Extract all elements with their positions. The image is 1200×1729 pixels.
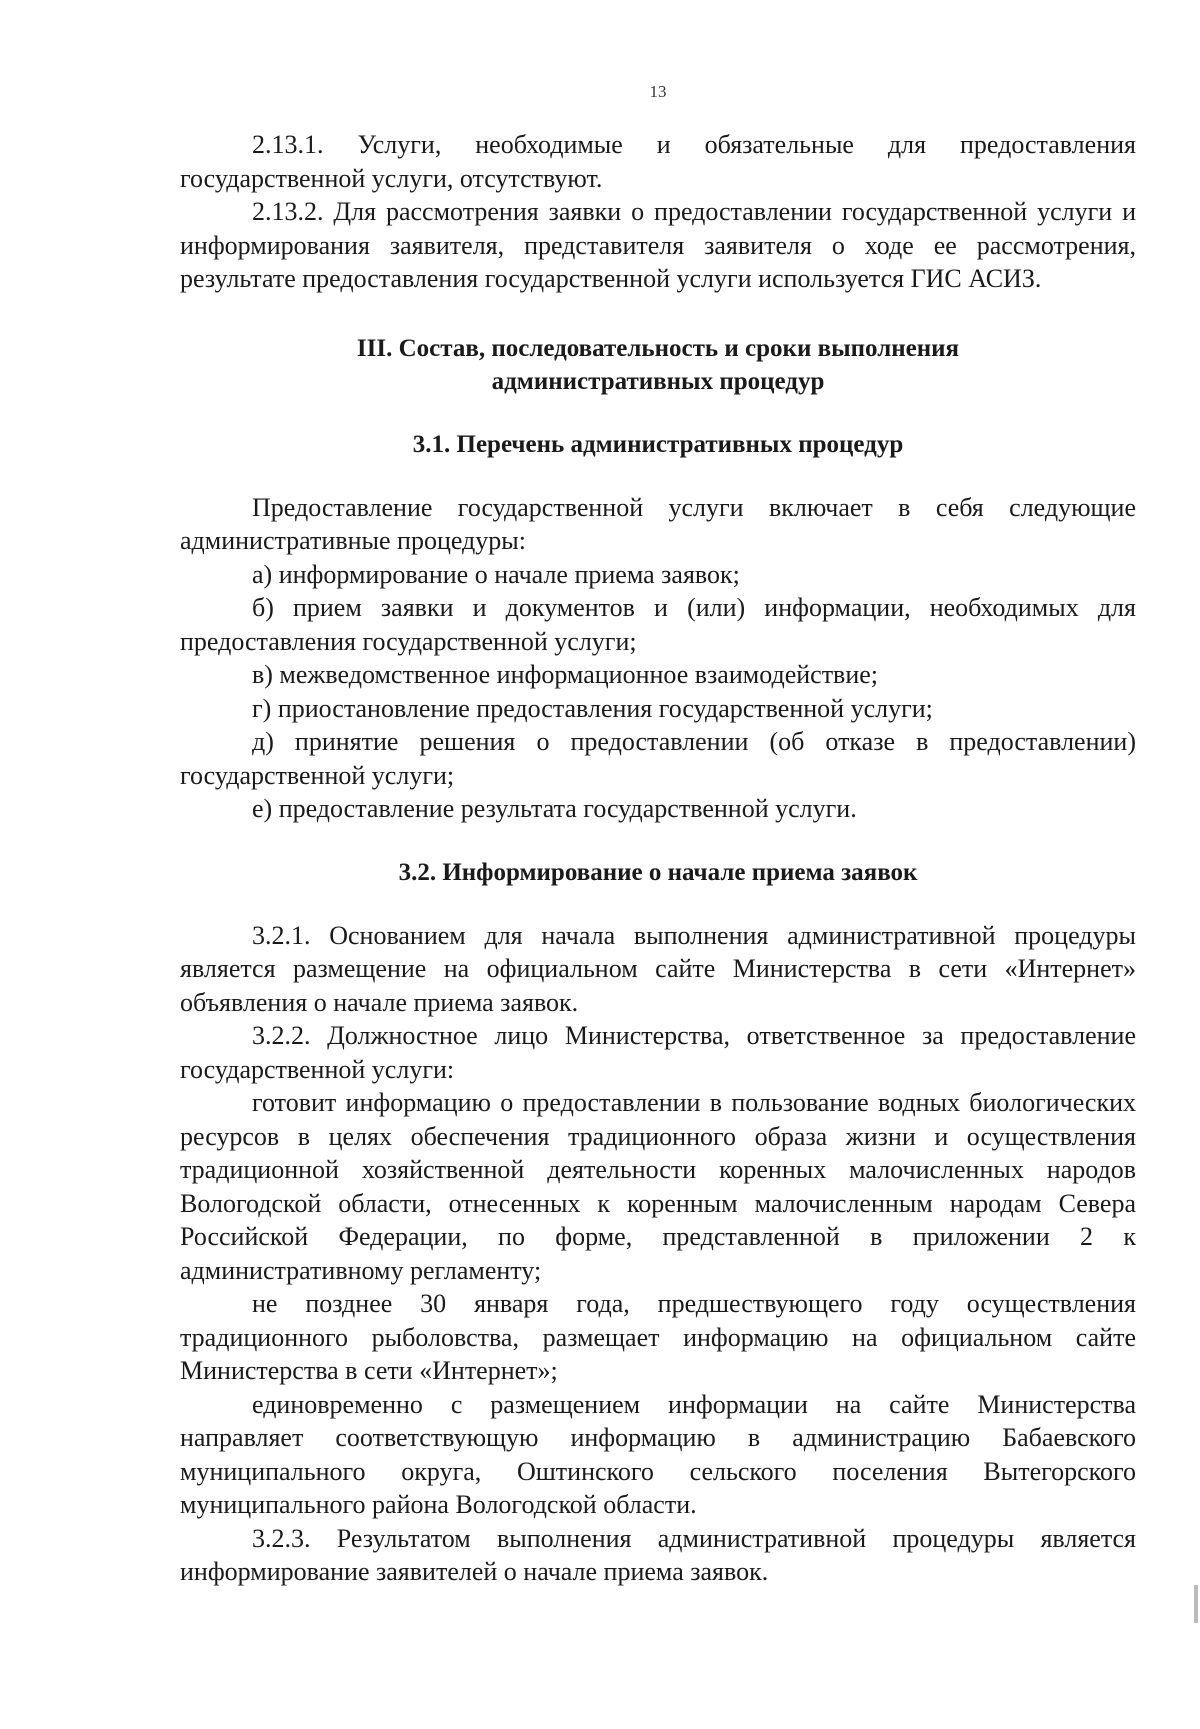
list-item-v: в) межведомственное информационное взаимодействие; (252, 660, 879, 689)
paragraph-deadline: не позднее 30 января года, предшествующего году осуществления традиционного рыболовства, размещает информацию на официальном сайте Министерства в сети «Интернет»; (180, 1289, 1136, 1385)
paragraph-3-1-intro: Предоставление государственной услуги включает в себя следующие административные процедуры: (180, 492, 1136, 555)
paragraph-2-13-1: 2.13.1. Услуги, необходимые и обязательные для предоставления государственной услуги, отсутствуют. (180, 130, 1136, 193)
list-item-g: г) приостановление предоставления государственной услуги; (252, 693, 933, 723)
list-item-b: б) прием заявки и документов и (или) информации, необходимых для предоставления государственной услуги; (180, 593, 1136, 656)
page-number: 13 (649, 82, 667, 101)
paragraph-3-2-2: 3.2.2. Должностное лицо Министерства, ответственное за предоставление государственной услуги: (180, 1021, 1136, 1084)
list-item-d: д) принятие решения о предоставлении (об отказе в предоставлении) государственной услуги; (180, 727, 1136, 790)
paragraph-prepares-info: готовит информацию о предоставлении в пользование водных биологических ресурсов в целях обеспечения традиционного образа жизни и осуществления традиционной хозяйственной деятельности коренных малочисленных народов Вологодской области, отнесенных к коренным малочисленным народам Севера Российской Федерации, по форме, представленной в приложении 2 к административному регламенту; (180, 1088, 1136, 1285)
scan-edge-mark (1194, 1585, 1198, 1623)
section-3-title-line1: III. Состав, последовательность и сроки выполнения (356, 334, 960, 362)
paragraph-simultaneously: единовременно с размещением информации на сайте Министерства направляет соответствующую информацию в администрацию Бабаевского муниципального округа, Оштинского сельского поселения Вытегорского муниципального района Вологодской области. (180, 1389, 1136, 1519)
paragraph-3-2-1: 3.2.1. Основанием для начала выполнения административной процедуры является размещение на официальном сайте Министерства в сети «Интернет» объявления о начале приема заявок. (180, 920, 1136, 1017)
paragraph-2-13-2: 2.13.2. Для рассмотрения заявки о предоставлении государственной услуги и информирования заявителя, представителя заявителя о ходе ее рассмотрения, результате предоставления государственной услуги используется ГИС АСИЗ. (180, 197, 1136, 293)
section-3-1-title: 3.1. Перечень административных процедур (412, 430, 904, 458)
list-item-a: а) информирование о начале приема заявок; (252, 559, 740, 589)
document-body (180, 128, 1136, 1589)
list-item-e: е) предоставление результата государственной услуги. (252, 794, 857, 823)
section-3-2-title: 3.2. Информирование о начале приема заявок (398, 858, 918, 886)
section-3-title-line2: административных процедур (491, 367, 825, 395)
paragraph-3-2-3: 3.2.3. Результатом выполнения административной процедуры является информирование заявителей о начале приема заявок. (180, 1523, 1136, 1586)
